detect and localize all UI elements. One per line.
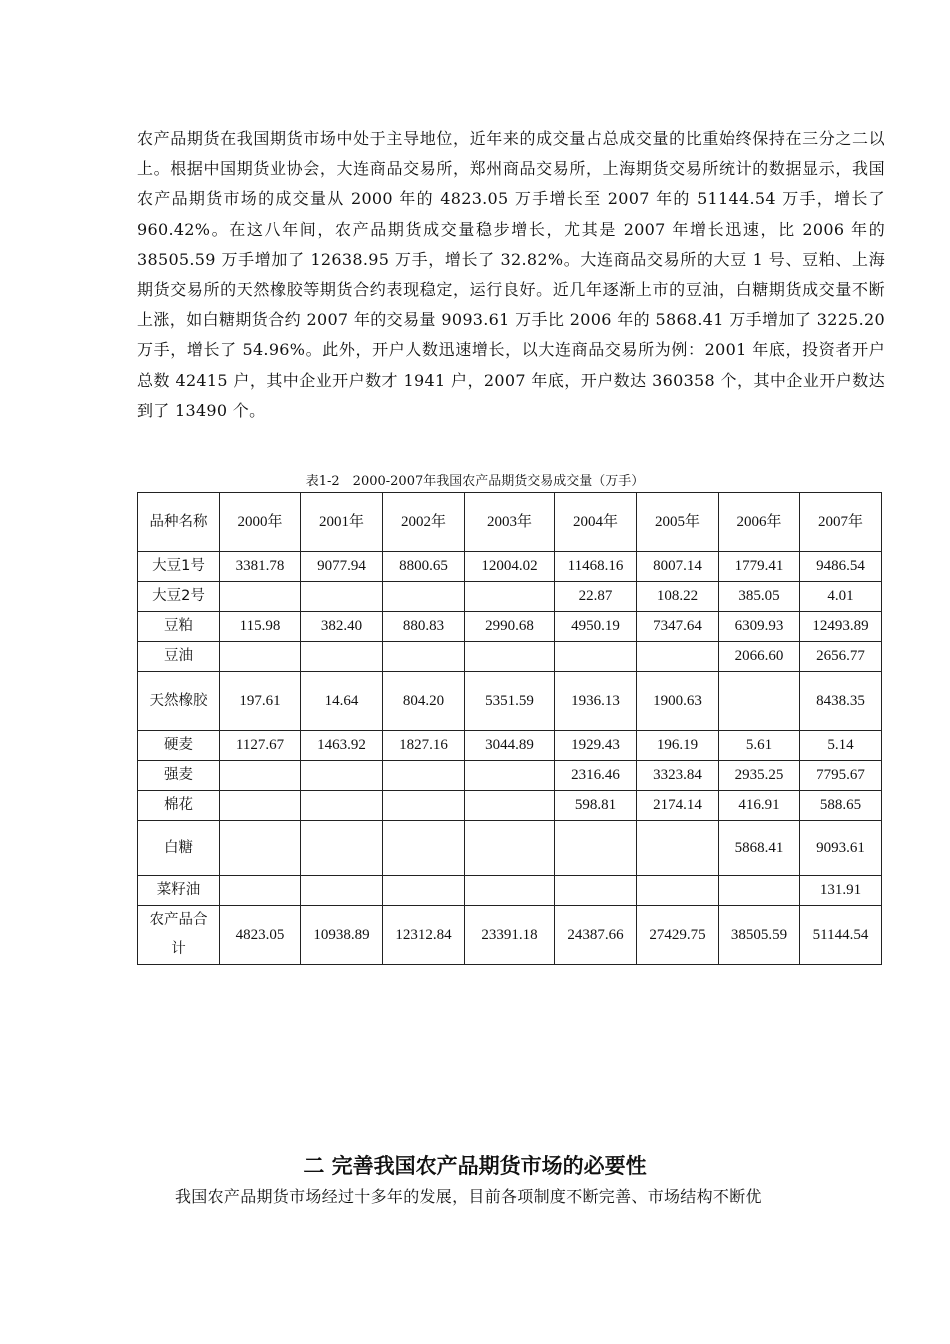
table-cell: 4.01 <box>800 582 882 612</box>
table-row <box>138 582 882 612</box>
table-cell: 11468.16 <box>555 552 637 582</box>
table-cell: 4950.19 <box>555 612 637 642</box>
table-cell <box>220 791 301 821</box>
table-cell: 5351.59 <box>465 672 555 731</box>
table-cell: 8800.65 <box>383 552 465 582</box>
table-cell: 1463.92 <box>301 731 383 761</box>
row-label: 豆粕 <box>138 612 220 642</box>
table-cell: 9077.94 <box>301 552 383 582</box>
table-cell <box>383 642 465 672</box>
table-cell <box>465 821 555 876</box>
table-cell: 12312.84 <box>383 906 465 965</box>
table-row <box>138 642 882 672</box>
table-row <box>138 821 882 876</box>
table-cell: 12493.89 <box>800 612 882 642</box>
row-label: 大豆1号 <box>138 552 220 582</box>
table-cell <box>465 876 555 906</box>
table-row <box>138 672 882 731</box>
row-label: 硬麦 <box>138 731 220 761</box>
row-label: 天然橡胶 <box>138 672 220 731</box>
table-cell: 38505.59 <box>719 906 800 965</box>
table-cell: 2174.14 <box>637 791 719 821</box>
table-cell: 10938.89 <box>301 906 383 965</box>
table-cell: 382.40 <box>301 612 383 642</box>
table-cell: 8007.14 <box>637 552 719 582</box>
table-cell <box>465 642 555 672</box>
table-cell: 12004.02 <box>465 552 555 582</box>
table-cell: 385.05 <box>719 582 800 612</box>
table-cell: 14.64 <box>301 672 383 731</box>
table-cell: 131.91 <box>800 876 882 906</box>
header-cell-year: 2006年 <box>719 493 800 552</box>
table-cell: 5.14 <box>800 731 882 761</box>
table-header-row <box>138 493 882 552</box>
table-cell <box>220 582 301 612</box>
table-cell: 115.98 <box>220 612 301 642</box>
table-cell: 1827.16 <box>383 731 465 761</box>
table-cell <box>555 821 637 876</box>
table-cell: 2656.77 <box>800 642 882 672</box>
body-paragraph: 农产品期货在我国期货市场中处于主导地位，近年来的成交量占总成交量的比重始终保持在三分之二以上。根据中国期货业协会，大连商品交易所，郑州商品交易所，上海期货交易所统计的数据显示，我国农产品期货市场的成交量从 2000 年的 4823.05 万手增长至 2007 年的 51144.54 万手，增长了 960.42%。在这八年间，农产品期货成交量稳步增长，尤其是 2007 年增长迅速，比 2006 年的 38505.59 万手增加了 12638.95 万手，增长了 32.82%。大连商品交易所的大豆 1 号、豆粕、上海期货交易所的天然橡胶等期货合约表现稳定，运行良好。近几年逐渐上市的豆油，白糖期货成交量不断上涨，如白糖期货合约 2007 年的交易量 9093.61 万手比 2006 年的 5868.41 万手增加了 3225.20 万手，增长了 54.96%。此外，开户人数迅速增长，以大连商品交易所为例：2001 年底，投资者开户总数 42415 户，其中企业开户数才 1941 户，2007 年底，开户数达 360358 个，其中企业开户数达到了 13490 个。 <box>137 129 885 420</box>
header-cell-name: 品种名称 <box>138 493 220 552</box>
table-cell: 3044.89 <box>465 731 555 761</box>
table-cell <box>301 821 383 876</box>
table-cell <box>301 761 383 791</box>
row-label: 棉花 <box>138 791 220 821</box>
table-body <box>138 493 882 965</box>
header-cell-year: 2004年 <box>555 493 637 552</box>
table-cell <box>555 642 637 672</box>
header-cell-year: 2002年 <box>383 493 465 552</box>
table-cell: 880.83 <box>383 612 465 642</box>
table-cell: 2316.46 <box>555 761 637 791</box>
table-cell: 6309.93 <box>719 612 800 642</box>
header-cell-year: 2000年 <box>220 493 301 552</box>
table-row <box>138 731 882 761</box>
table-cell: 1127.67 <box>220 731 301 761</box>
table-cell <box>220 642 301 672</box>
row-label: 豆油 <box>138 642 220 672</box>
header-cell-year: 2005年 <box>637 493 719 552</box>
row-label: 大豆2号 <box>138 582 220 612</box>
table-caption: 表1-2 2000-2007年我国农产品期货交易成交量（万手） <box>305 474 645 489</box>
table-cell <box>301 791 383 821</box>
table-row <box>138 761 882 791</box>
table-cell <box>220 821 301 876</box>
table-cell: 8438.35 <box>800 672 882 731</box>
table-cell <box>465 791 555 821</box>
table-cell <box>637 821 719 876</box>
table-cell: 4823.05 <box>220 906 301 965</box>
table-cell <box>465 582 555 612</box>
table-row <box>138 791 882 821</box>
table-cell: 5868.41 <box>719 821 800 876</box>
table-cell: 197.61 <box>220 672 301 731</box>
row-label: 菜籽油 <box>138 876 220 906</box>
body-paragraph-2: 我国农产品期货市场经过十多年的发展，目前各项制度不断完善、市场结构不断优 <box>175 1187 762 1206</box>
table-cell <box>719 672 800 731</box>
table-cell <box>383 791 465 821</box>
table-cell: 23391.18 <box>465 906 555 965</box>
table-cell: 1929.43 <box>555 731 637 761</box>
row-label: 白糖 <box>138 821 220 876</box>
table-cell: 196.19 <box>637 731 719 761</box>
table-cell <box>383 876 465 906</box>
table-cell <box>383 821 465 876</box>
table-cell: 51144.54 <box>800 906 882 965</box>
table-cell: 3381.78 <box>220 552 301 582</box>
table-cell: 2935.25 <box>719 761 800 791</box>
table-cell: 7795.67 <box>800 761 882 791</box>
header-cell-year: 2007年 <box>800 493 882 552</box>
table-cell <box>301 876 383 906</box>
table-cell <box>637 876 719 906</box>
header-cell-year: 2001年 <box>301 493 383 552</box>
futures-volume-table <box>137 492 882 965</box>
table-cell <box>465 761 555 791</box>
table-cell: 1936.13 <box>555 672 637 731</box>
row-label: 强麦 <box>138 761 220 791</box>
table-row <box>138 906 882 965</box>
table-cell: 598.81 <box>555 791 637 821</box>
table-cell: 588.65 <box>800 791 882 821</box>
section-heading: 二 完善我国农产品期货市场的必要性 <box>303 1154 647 1178</box>
table-row <box>138 876 882 906</box>
row-label: 农产品合计 <box>138 906 220 965</box>
table-cell: 108.22 <box>637 582 719 612</box>
table-row <box>138 612 882 642</box>
table-cell: 27429.75 <box>637 906 719 965</box>
table-cell <box>220 761 301 791</box>
table-cell: 5.61 <box>719 731 800 761</box>
table-cell: 9093.61 <box>800 821 882 876</box>
header-cell-year: 2003年 <box>465 493 555 552</box>
table-cell: 7347.64 <box>637 612 719 642</box>
table-cell: 804.20 <box>383 672 465 731</box>
table-cell: 1900.63 <box>637 672 719 731</box>
table-cell <box>719 876 800 906</box>
table-cell: 1779.41 <box>719 552 800 582</box>
table-cell: 2066.60 <box>719 642 800 672</box>
table-cell <box>383 582 465 612</box>
table-cell <box>301 642 383 672</box>
table-cell <box>220 876 301 906</box>
table-cell: 24387.66 <box>555 906 637 965</box>
table-row <box>138 552 882 582</box>
table-cell <box>383 761 465 791</box>
table-cell: 2990.68 <box>465 612 555 642</box>
table-cell: 9486.54 <box>800 552 882 582</box>
table-cell: 3323.84 <box>637 761 719 791</box>
table-cell <box>637 642 719 672</box>
table-cell: 416.91 <box>719 791 800 821</box>
table-cell <box>301 582 383 612</box>
table-cell: 22.87 <box>555 582 637 612</box>
table-cell <box>555 876 637 906</box>
